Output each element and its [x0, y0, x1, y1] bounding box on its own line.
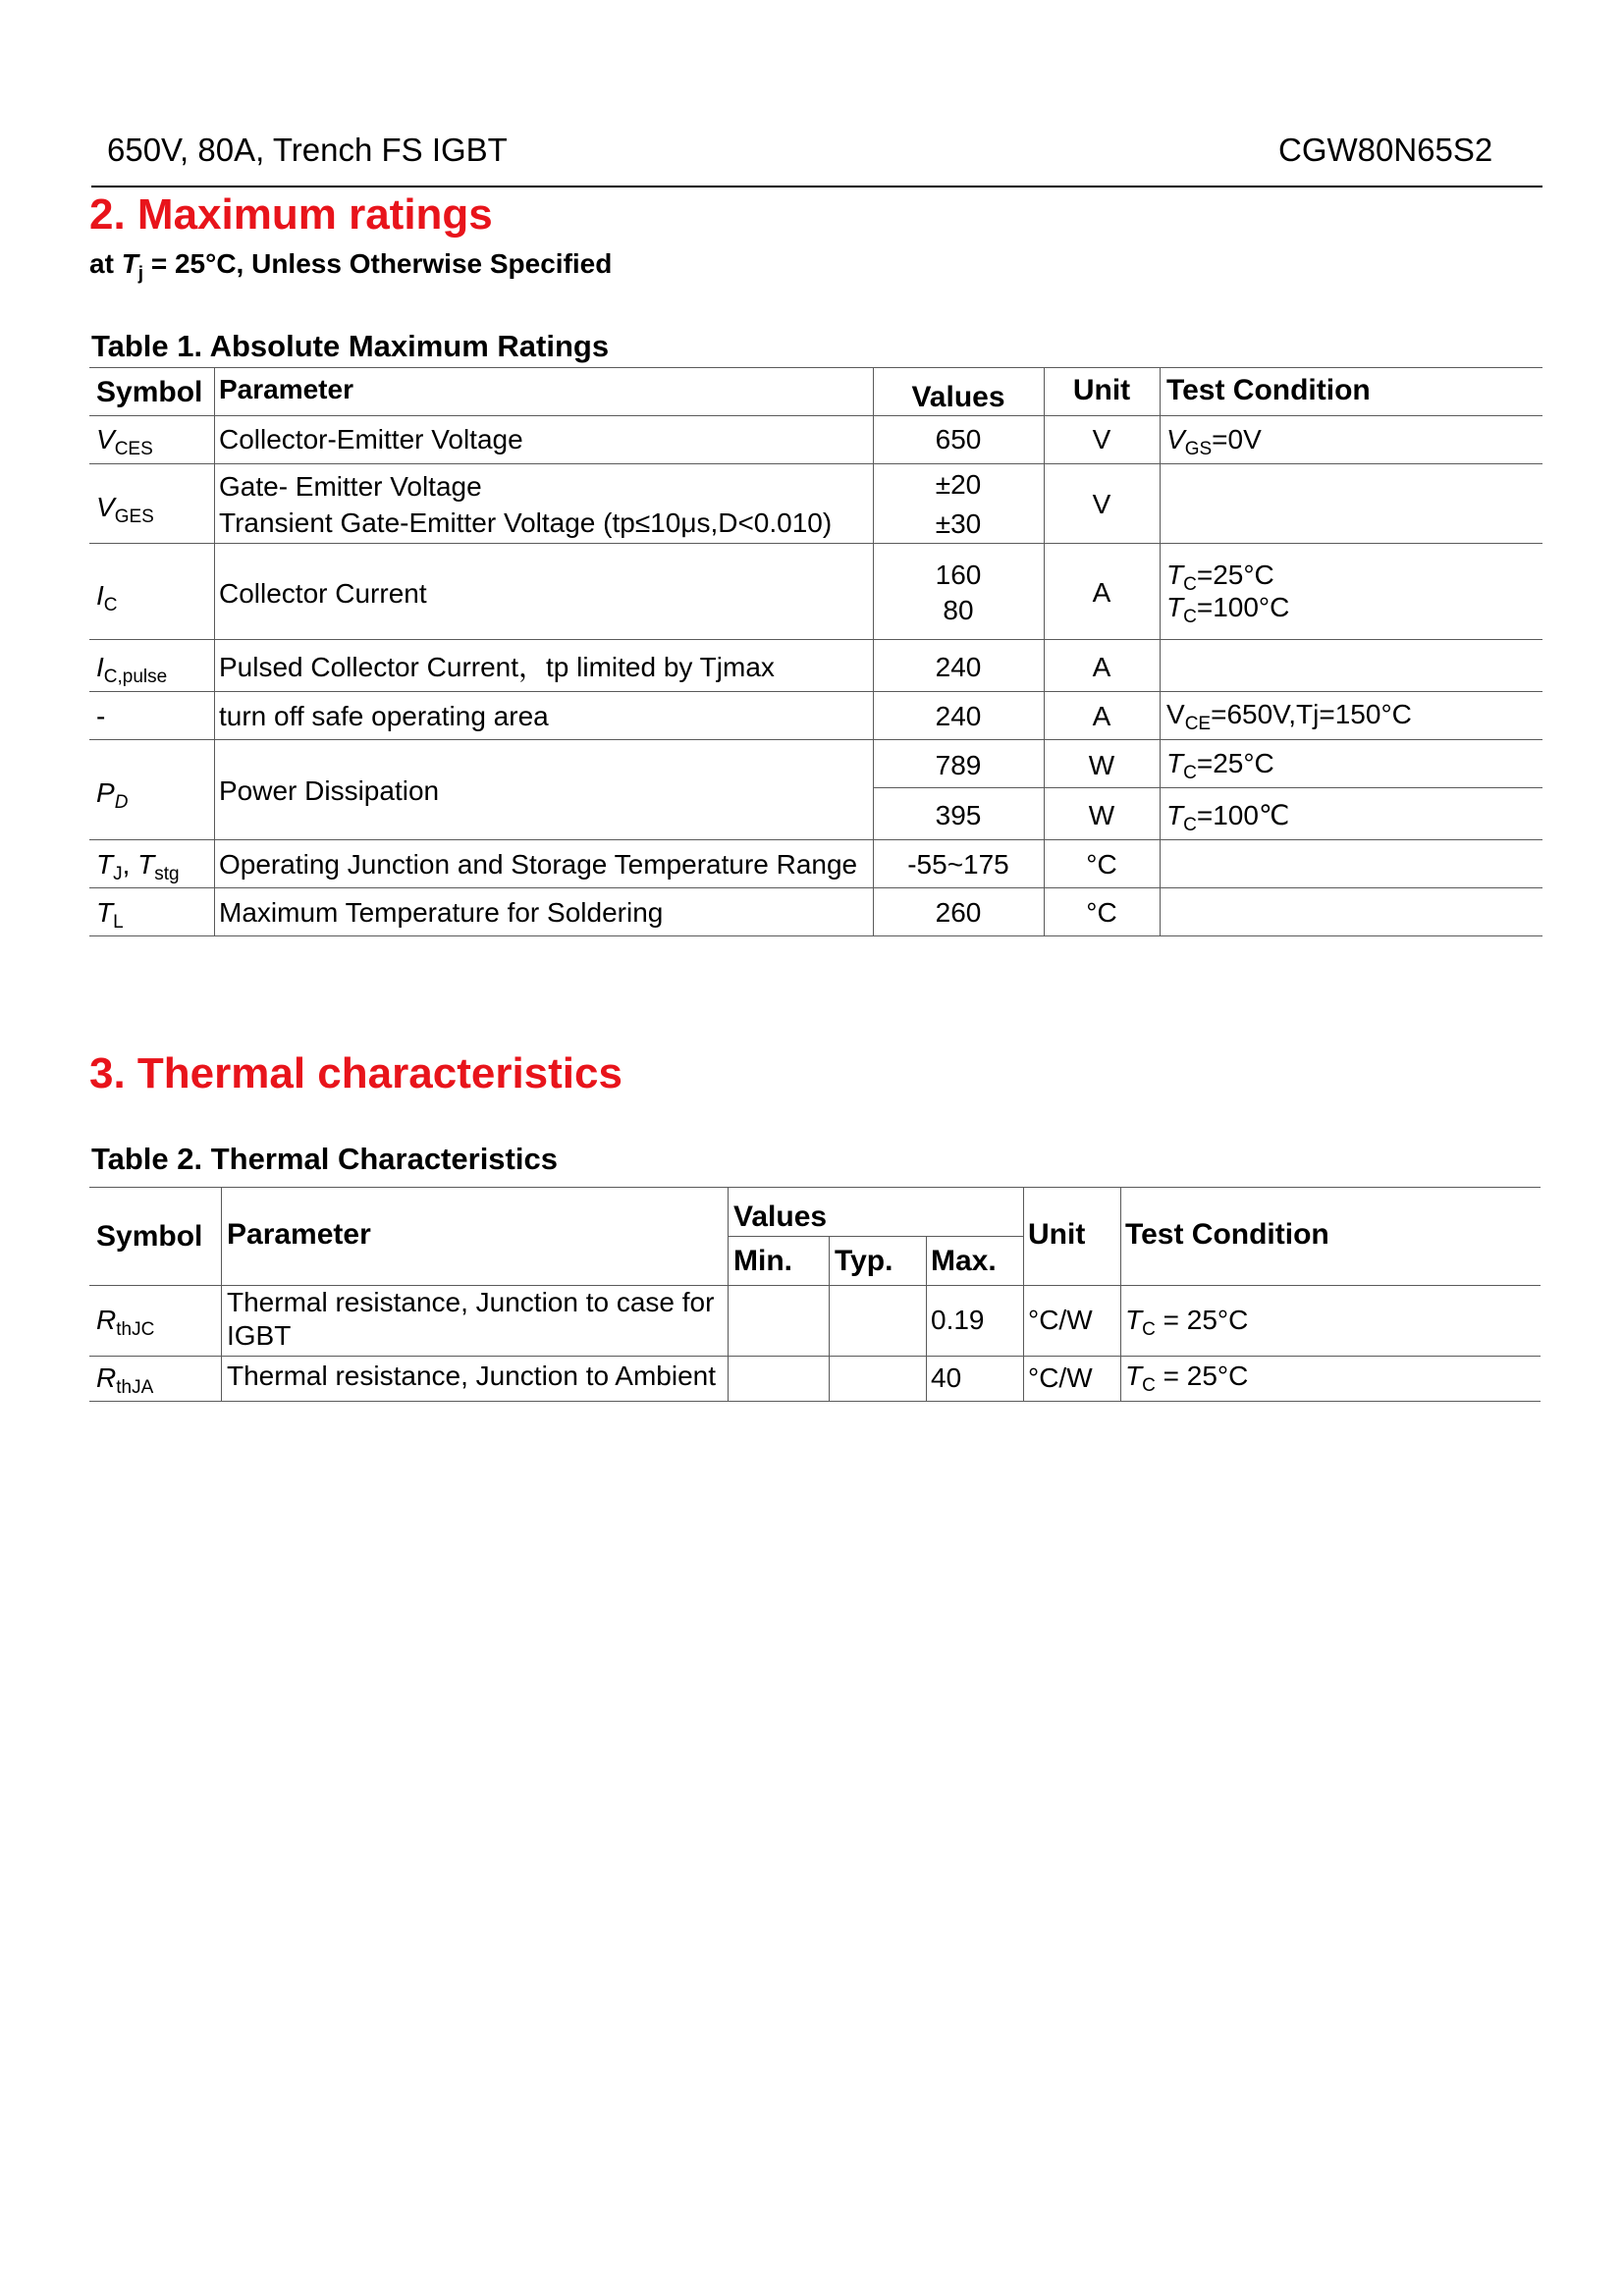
t1-row8-parameter: Maximum Temperature for Soldering: [219, 897, 664, 928]
t1-row6-symbol: $P_D$: [96, 777, 129, 813]
t1-row5-condition: $V_{CE}=650V,Tj=150^\circ C$: [1166, 699, 1412, 734]
t1-row3-condition-2: $T_C=100^\circ C$: [1166, 592, 1290, 627]
t2-row1-max: 0.19: [931, 1305, 985, 1335]
t1-row3-symbol: $I_C$: [96, 580, 118, 615]
t1-row6-condition-1: $T_C=25^\circ C$: [1166, 748, 1274, 783]
table-2-title: Table 2. Thermal Characteristics: [91, 1142, 558, 1176]
t1-row6-parameter: Power Dissipation: [219, 775, 440, 806]
header-rule: [91, 186, 1542, 187]
t2-row2-condition: $T_C = 25^\circ C$: [1125, 1361, 1249, 1396]
t1-row5-value: 240: [935, 701, 982, 731]
t1-row7-value: -55~175: [907, 849, 1009, 880]
t1-row1-parameter: Collector-Emitter Voltage: [219, 424, 523, 454]
t1-row6-value-1: 789: [935, 750, 982, 780]
t1-row5-unit: A: [1092, 701, 1111, 731]
t2-header-symbol: Symbol: [96, 1220, 203, 1253]
t1-row2-symbol: $V_{GES}$: [96, 492, 154, 527]
t1-row3-unit: A: [1092, 577, 1111, 608]
t2-header-condition: Test Condition: [1125, 1218, 1329, 1251]
t2-header-unit: Unit: [1028, 1218, 1086, 1251]
t1-row1-value: 650: [935, 424, 982, 454]
section-2-title: 2. Maximum ratings: [89, 190, 493, 239]
t2-header-min: Min.: [733, 1245, 792, 1277]
t1-row1-symbol: $V_{CES}$: [96, 424, 153, 459]
header-product-description: 650V, 80A, Trench FS IGBT: [107, 132, 508, 168]
t1-row4-unit: A: [1092, 652, 1111, 682]
header-part-number: CGW80N65S2: [1278, 132, 1493, 168]
t1-row4-parameter: Pulsed Collector Current，tp limited by Tjmax: [219, 652, 775, 682]
t2-header-max: Max.: [931, 1245, 997, 1277]
t1-row1-condition: $V_{GS}=0V$: [1166, 424, 1262, 459]
t2-row2-symbol: $R_{thJA}$: [96, 1362, 154, 1398]
t1-row7-unit: °C: [1086, 849, 1117, 880]
t1-row3-parameter: Collector Current: [219, 578, 427, 609]
t1-row4-value: 240: [935, 652, 982, 682]
t1-row8-symbol: $T_L$: [96, 897, 124, 933]
t1-row7-symbol: $T_J$, $T_{stg}$: [96, 849, 180, 884]
t1-row6-unit-1: W: [1088, 750, 1115, 780]
t2-row1-parameter-2: IGBT: [227, 1320, 292, 1351]
t2-header-parameter: Parameter: [227, 1218, 371, 1251]
t1-row1-unit: V: [1092, 424, 1111, 454]
t2-row1-unit: °C/W: [1028, 1305, 1093, 1335]
t1-row2-parameter-2: Transient Gate-Emitter Voltage (tp≤10μs,D<0.010): [219, 507, 833, 538]
t1-row6-value-2: 395: [935, 800, 982, 830]
t1-header-parameter: Parameter: [219, 374, 353, 404]
t1-row5-symbol: -: [96, 701, 106, 731]
t2-row1-symbol: $R_{thJC}$: [96, 1305, 155, 1340]
t1-row8-unit: °C: [1086, 897, 1117, 928]
t1-row7-parameter: Operating Junction and Storage Temperature Range: [219, 849, 858, 880]
t1-row3-condition-1: $T_C=25^\circ C$: [1166, 560, 1274, 595]
table-1-title: Table 1. Absolute Maximum Ratings: [91, 329, 610, 363]
t2-row2-parameter: Thermal resistance, Junction to Ambient: [227, 1361, 717, 1391]
section-3-title: 3. Thermal characteristics: [89, 1049, 622, 1097]
t2-row2-unit: °C/W: [1028, 1362, 1093, 1393]
t1-header-symbol: Symbol: [96, 376, 203, 408]
t2-header-typ: Typ.: [835, 1245, 893, 1277]
t1-row6-condition-2: $T_C=100℃$: [1166, 800, 1290, 835]
t1-row8-value: 260: [935, 897, 982, 928]
t2-row1-parameter-1: Thermal resistance, Junction to case for: [227, 1287, 715, 1317]
t2-row1-condition: $T_C = 25^\circ C$: [1125, 1305, 1249, 1340]
t1-row5-parameter: turn off safe operating area: [219, 701, 549, 731]
t1-row6-unit-2: W: [1088, 800, 1115, 830]
t1-header-condition: Test Condition: [1166, 374, 1371, 406]
t1-row3-value-2: 80: [943, 595, 974, 625]
t1-row2-value-1: ±20: [935, 469, 982, 500]
t1-row3-value-1: 160: [935, 560, 982, 590]
t1-row4-symbol: $I_{C,pulse}$: [96, 652, 168, 687]
t1-row2-unit: V: [1092, 489, 1111, 519]
t1-header-unit: Unit: [1072, 374, 1131, 406]
t1-row2-value-2: ±30: [935, 508, 982, 539]
t2-header-values: Values: [733, 1201, 828, 1233]
t1-header-values: Values: [911, 381, 1005, 413]
section-2-subtitle: at $T_j = 25^\circ C$, Unless Otherwise Specified: [89, 248, 613, 285]
t2-row2-max: 40: [931, 1362, 962, 1393]
t1-row2-parameter-1: Gate- Emitter Voltage: [219, 471, 482, 502]
